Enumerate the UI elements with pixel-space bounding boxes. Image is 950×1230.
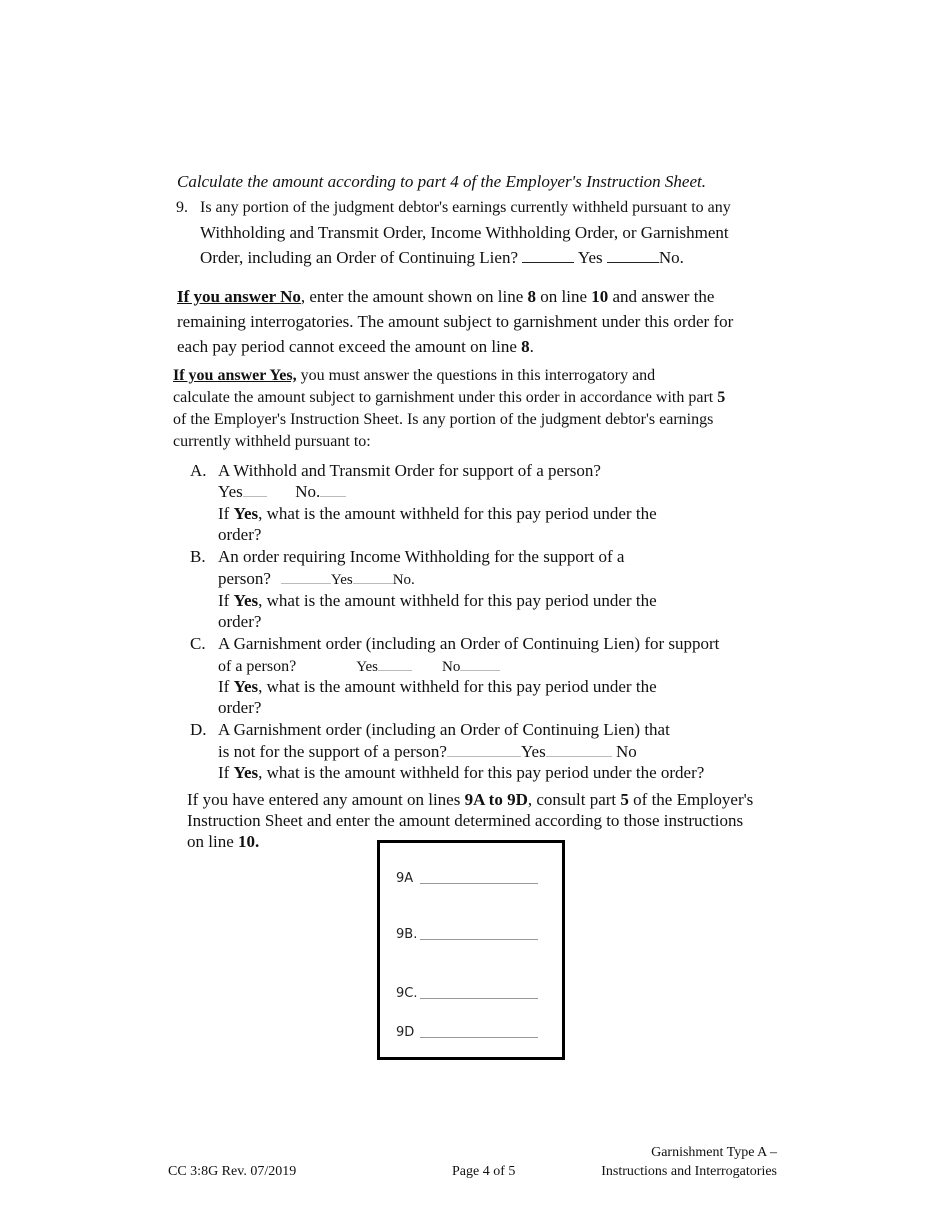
summary-part-5: 5 xyxy=(620,790,629,809)
q9-number: 9. xyxy=(176,199,188,216)
if-yes-line1 xyxy=(173,367,655,385)
item-b-letter: B. xyxy=(190,547,206,566)
item-d-letter: D. xyxy=(190,720,207,739)
item-b-answers xyxy=(218,569,415,589)
if-no-text-c: on line xyxy=(536,287,592,306)
q9-line1 xyxy=(176,199,731,217)
if-no-text-3a: each pay period cannot exceed the amount on line xyxy=(177,337,522,356)
if-yes-line3: of the Employer's Instruction Sheet. Is any portion of the judgment debtor's earnings xyxy=(173,411,714,428)
if-no-line2: remaining interrogatories. The amount subject to garnishment under this order for xyxy=(177,312,734,331)
item-b-if xyxy=(218,591,657,611)
q9-text-3: Order, including an Order of Continuing Lien? xyxy=(200,248,518,267)
item-c-if-yes: Yes xyxy=(233,677,259,696)
item-a-letter: A. xyxy=(190,461,207,480)
q9-text-1: Is any portion of the judgment debtor's earnings currently withheld pursuant to any xyxy=(200,199,731,216)
item-c-no: No xyxy=(442,659,461,675)
footer-title-line2: Instructions and Interrogatories xyxy=(601,1164,777,1179)
summary-lines-range: 9A to 9D xyxy=(464,790,528,809)
item-b-yes-blank[interactable] xyxy=(281,569,331,584)
item-c-yes: Yes xyxy=(356,659,379,675)
q9-line2: Withholding and Transmit Order, Income Withholding Order, or Garnishment xyxy=(200,223,729,242)
summary-line1 xyxy=(187,790,753,810)
item-c-if-text: If xyxy=(218,677,234,696)
q9-yes-blank[interactable] xyxy=(522,248,574,263)
item-d-if xyxy=(218,763,704,783)
if-yes-text-2: calculate the amount subject to garnishment under this order in accordance with part xyxy=(173,389,718,406)
if-no-line-10: 10 xyxy=(591,287,609,306)
if-yes-text-1: you must answer the questions in this interrogatory and xyxy=(296,367,656,384)
summary-text-a: If you have entered any amount on lines xyxy=(187,790,465,809)
if-no-line3-8: 8 xyxy=(521,337,530,356)
entry-field-9b[interactable] xyxy=(420,939,538,940)
entry-label-9b: 9B. xyxy=(396,927,418,942)
if-no-label: If you answer No xyxy=(177,287,301,306)
item-b-if-text: If xyxy=(218,591,234,610)
q9-line3 xyxy=(200,248,684,268)
item-c-order: order? xyxy=(218,698,262,717)
item-c-person: of a person? xyxy=(218,658,297,675)
item-c-no-blank[interactable] xyxy=(460,656,500,671)
item-c-letter: C. xyxy=(190,634,206,653)
item-d-if-rest: , what is the amount withheld for this pay period under the order? xyxy=(258,763,705,782)
q9-no: No. xyxy=(658,248,684,267)
if-no-line3 xyxy=(177,337,534,357)
if-no-line1 xyxy=(177,287,714,307)
item-a-answers xyxy=(218,482,346,502)
item-b-person: person? xyxy=(218,569,271,588)
item-a-if-text: If xyxy=(218,504,234,523)
item-a-if-rest: , what is the amount withheld for this pay period under the xyxy=(258,504,657,523)
entry-field-9a[interactable] xyxy=(420,883,538,884)
item-c-question: A Garnishment order (including an Order of Continuing Lien) for support xyxy=(218,634,720,653)
entry-field-9c[interactable] xyxy=(420,998,538,999)
entry-field-9d[interactable] xyxy=(420,1037,538,1038)
item-c-if-rest: , what is the amount withheld for this pay period under the xyxy=(258,677,657,696)
summary-line2: Instruction Sheet and enter the amount determined according to those instructions xyxy=(187,811,744,830)
item-d-no: No xyxy=(615,742,637,761)
if-yes-part-5: 5 xyxy=(717,389,726,406)
q9-yes: Yes xyxy=(577,248,603,267)
item-d-question: A Garnishment order (including an Order of Continuing Lien) that xyxy=(218,720,670,739)
item-b-if-rest: , what is the amount withheld for this pay period under the xyxy=(258,591,657,610)
item-a-no-blank[interactable] xyxy=(320,482,346,497)
item-d-yes-blank[interactable] xyxy=(447,742,521,757)
item-c-yes-blank[interactable] xyxy=(378,656,412,671)
item-b-order: order? xyxy=(218,612,262,631)
if-no-text-e: and answer the xyxy=(608,287,715,306)
item-c-answers xyxy=(218,656,500,676)
q9-no-blank[interactable] xyxy=(607,248,659,263)
item-a-if-yes: Yes xyxy=(233,504,259,523)
item-a-order: order? xyxy=(218,525,262,544)
if-yes-label: If you answer Yes, xyxy=(173,367,297,384)
item-d-answers xyxy=(218,742,637,762)
summary-text-e: of the Employer's xyxy=(628,790,754,809)
item-b-yes: Yes xyxy=(330,572,353,588)
footer-form-id: CC 3:8G Rev. 07/2019 xyxy=(168,1164,297,1179)
if-no-line-8: 8 xyxy=(527,287,537,306)
summary-line3 xyxy=(187,832,259,852)
footer-page-number: Page 4 of 5 xyxy=(452,1164,516,1179)
item-a-no: No. xyxy=(295,482,321,501)
if-yes-line4: currently withheld pursuant to: xyxy=(173,433,371,450)
entry-label-9c: 9C. xyxy=(396,986,418,1001)
item-a-if xyxy=(218,504,657,524)
if-no-text-a: , enter the amount shown on line xyxy=(300,287,528,306)
entry-label-9a: 9A xyxy=(396,871,414,886)
item-b-question: An order requiring Income Withholding for the support of a xyxy=(218,547,625,566)
item-a-question: A Withhold and Transmit Order for support of a person? xyxy=(218,461,601,480)
item-b-if-yes: Yes xyxy=(233,591,259,610)
summary-text-c: , consult part xyxy=(527,790,621,809)
calc-note: Calculate the amount according to part 4 of the Employer's Instruction Sheet. xyxy=(177,172,706,191)
item-b-no-blank[interactable] xyxy=(353,569,393,584)
item-d-if-text: If xyxy=(218,763,234,782)
item-d-yes: Yes xyxy=(520,742,546,761)
summary-line-10: 10. xyxy=(238,832,260,851)
item-d-if-yes: Yes xyxy=(233,763,259,782)
item-d-person: is not for the support of a person? xyxy=(218,742,447,761)
entry-label-9d: 9D xyxy=(396,1025,415,1040)
item-a-yes: Yes xyxy=(218,482,243,501)
footer-title-line1: Garnishment Type A – xyxy=(651,1145,777,1160)
item-b-no: No. xyxy=(392,572,415,588)
if-no-period: . xyxy=(529,337,534,356)
summary-text-3a: on line xyxy=(187,832,238,851)
amount-entry-box xyxy=(377,840,565,1060)
item-d-no-blank[interactable] xyxy=(546,742,612,757)
item-a-yes-blank[interactable] xyxy=(243,482,267,497)
if-yes-line2 xyxy=(173,389,725,407)
item-c-if xyxy=(218,677,657,697)
